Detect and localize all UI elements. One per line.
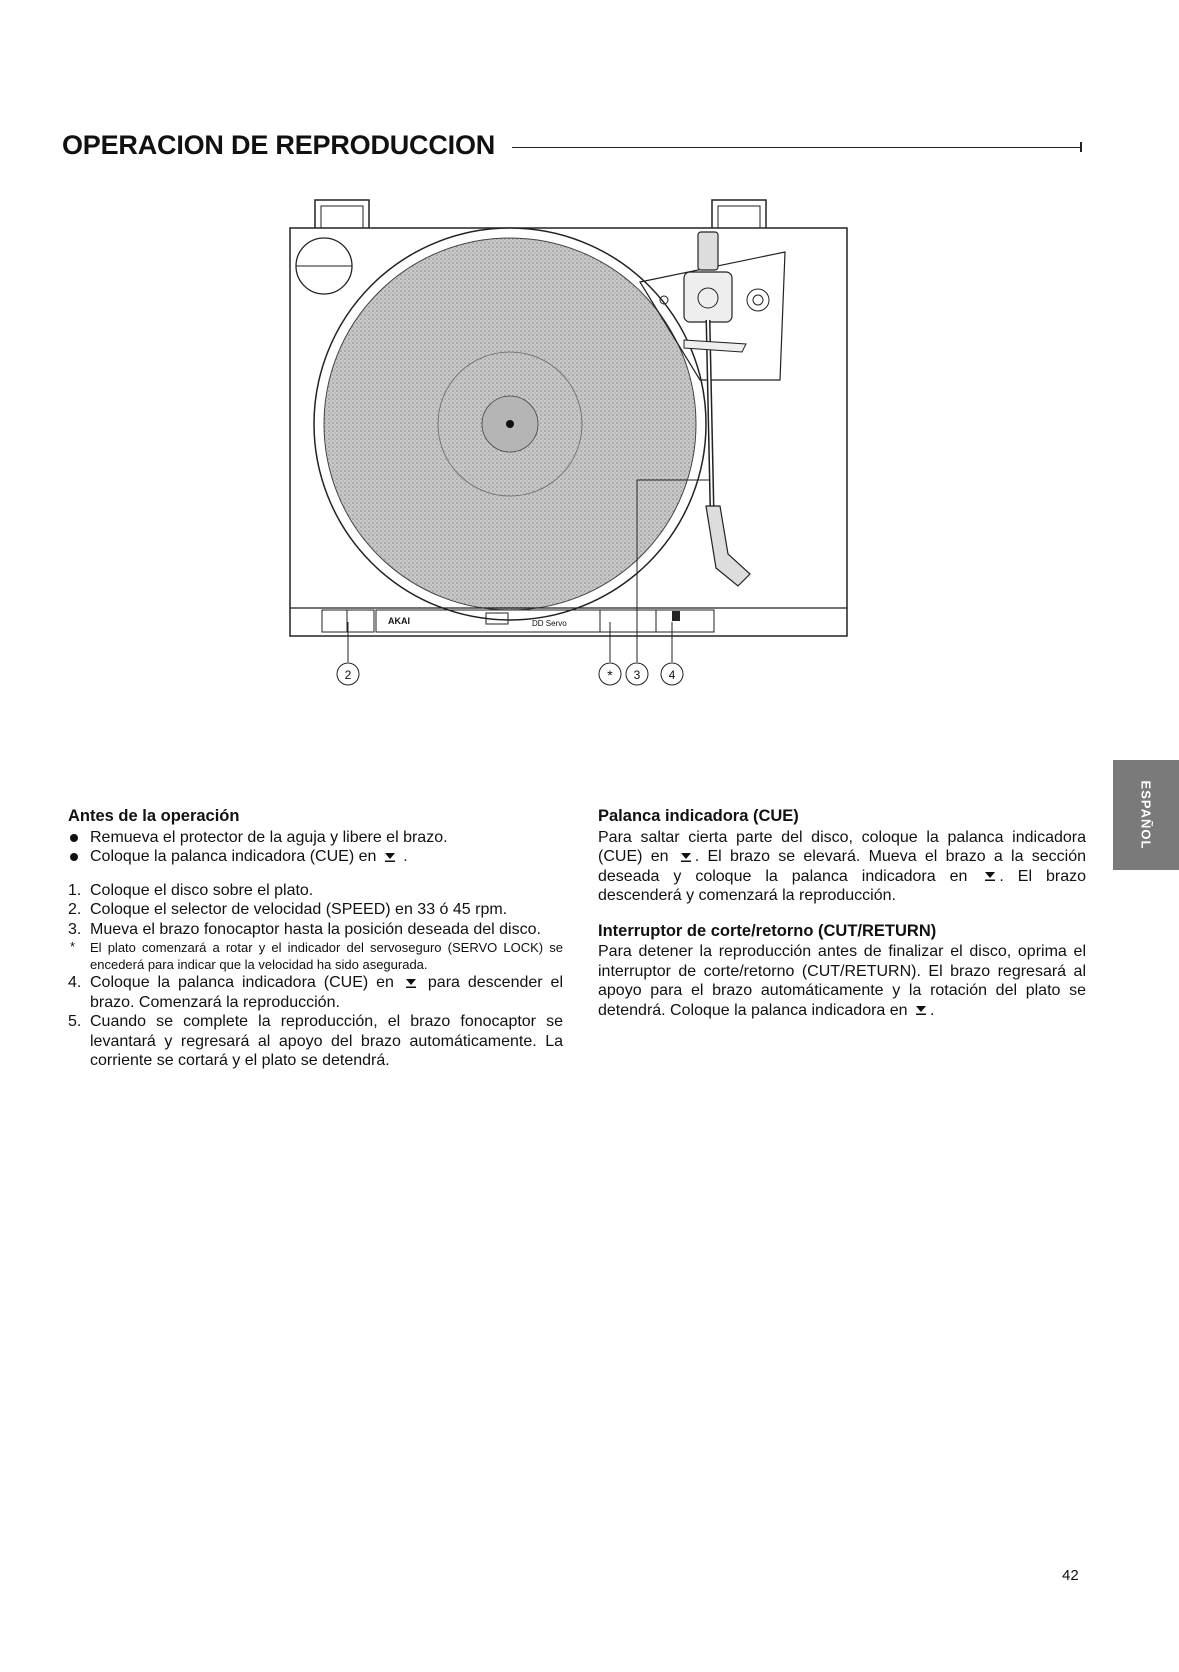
step-text: Coloque la palanca indicadora (CUE) en (90, 974, 394, 991)
tonearm-pivot (684, 272, 732, 322)
cut-return-paragraph (598, 942, 1086, 1020)
step-item (68, 920, 563, 940)
note-marker: * (70, 939, 76, 954)
cue-text: . El brazo descenderá y comenzará la reproducción. (598, 867, 1087, 904)
step-item (68, 973, 563, 1012)
step-number: 2. (68, 901, 82, 918)
step-item (68, 881, 563, 901)
language-tab-label: ESPAÑOL (1138, 780, 1154, 850)
cue-down-icon (914, 1004, 928, 1016)
cue-down-icon (383, 851, 397, 863)
step-text: Mueva el brazo fonocaptor hasta la posición deseada del disco. (90, 920, 541, 938)
callout-3-label: 3 (633, 668, 641, 682)
left-column (68, 807, 563, 1071)
step-number: 1. (68, 881, 82, 899)
language-tab (1113, 760, 1179, 870)
cue-heading: Palanca indicadora (CUE) (598, 807, 799, 825)
step-text: para descender el brazo. Comenzará la reproducción. (90, 974, 564, 1011)
cut-return-heading: Interruptor de corte/retorno (CUT/RETURN) (598, 921, 937, 940)
note-text: El plato comenzará a rotar y el indicador del servoseguro (SERVO LOCK) se encederá para indicar que la velocidad ha sido asegurada. (90, 940, 563, 972)
step-number: 5. (68, 1013, 82, 1030)
step-note (68, 939, 563, 973)
cut-return-switch (656, 610, 714, 632)
callout-2-label: 2 (344, 668, 352, 682)
bullet-text: Coloque la palanca indicadora (CUE) en (90, 848, 377, 865)
steps-list (68, 881, 563, 1071)
cue-down-icon (983, 870, 997, 882)
bullet-suffix: . (403, 848, 408, 865)
callout-4-label: 4 (668, 668, 676, 682)
step-number: 3. (68, 920, 82, 938)
title-rule-tick (1080, 142, 1082, 152)
cue-text: Para saltar cierta parte del disco, coloque la palanca indicadora (CUE) en (598, 828, 1086, 865)
before-bullets (68, 828, 563, 867)
page-number: 42 (1062, 1567, 1079, 1584)
servo-lock-indicator (600, 610, 656, 632)
right-column (598, 807, 1086, 1020)
step-text: Coloque el selector de velocidad (SPEED) en 33 ó 45 rpm. (90, 901, 508, 918)
title-row (62, 130, 1082, 170)
cue-down-icon (404, 977, 418, 989)
bullet-item (68, 828, 563, 848)
cut-return-text: Para detener la reproducción antes de finalizar el disco, oprima el interruptor de corte/retorno (CUT/RETURN). El brazo regresará al apoyo para el brazo automáticamente y la rotación del plato se detendrá. Coloque la palanca indicadora en (598, 943, 1086, 1019)
before-heading: Antes de la operación (68, 807, 240, 825)
turntable-diagram (280, 190, 860, 740)
title-rule (512, 147, 1082, 148)
step-number: 4. (68, 974, 82, 991)
step-text: Cuando se complete la reproducción, el brazo fonocaptor se levantará y regresará al apoyo del brazo automáticamente. La corriente se cortará y el plato se detendrá. (90, 1013, 563, 1069)
step-text: Coloque el disco sobre el plato. (90, 881, 314, 899)
page-title: OPERACION DE REPRODUCCION (62, 130, 496, 160)
bullet-text: Remueva el protector de la aguja y libere el brazo. (90, 828, 448, 846)
servo-label: DD Servo (532, 619, 567, 628)
step-item (68, 1012, 563, 1071)
cue-down-icon (679, 851, 693, 863)
step-item (68, 900, 563, 920)
bullet-item (68, 847, 563, 867)
counterweight (698, 232, 718, 270)
cue-paragraph (598, 828, 1086, 906)
brand-label: AKAI (388, 616, 410, 626)
cut-return-text: . (930, 1001, 935, 1019)
cue-text: . El brazo se elevará. Mueva el brazo a la sección deseada y coloque la palanca indicadora en (598, 848, 1086, 885)
callout-star-label: * (607, 667, 613, 683)
spindle (506, 420, 514, 428)
